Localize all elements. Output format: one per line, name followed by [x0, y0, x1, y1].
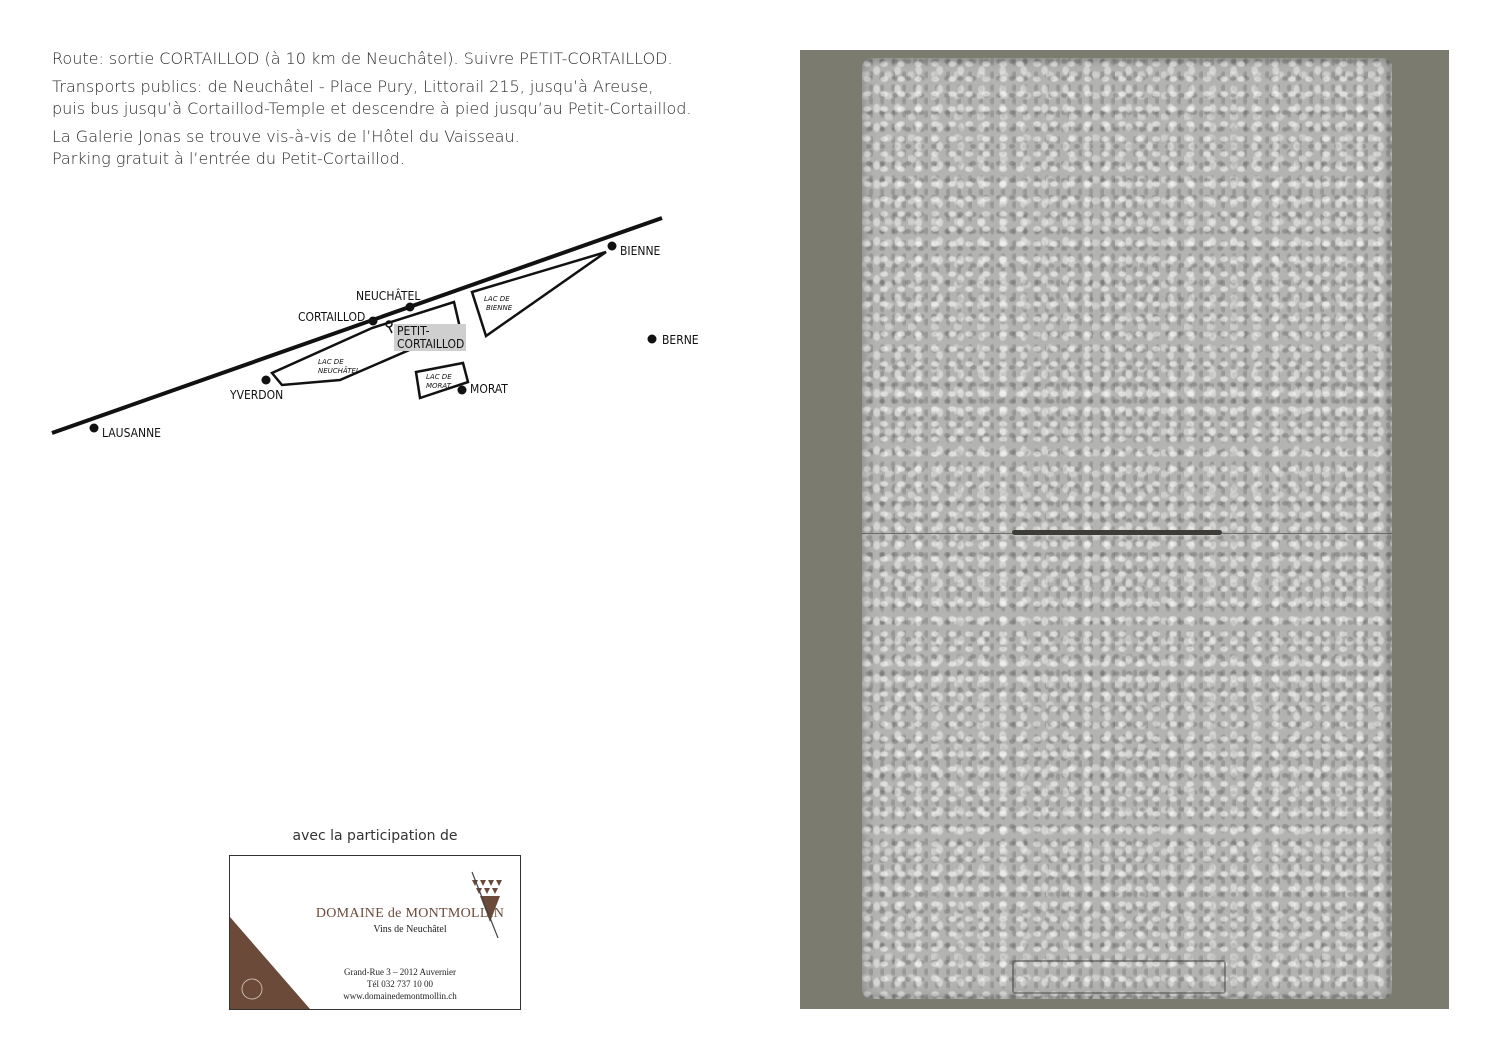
- city-label-neuchatel: NEUCHÂTEL: [356, 289, 421, 303]
- city-dot-lausanne: [90, 424, 99, 433]
- domain-name: DOMAINE de MONTMOLLIN: [315, 906, 505, 921]
- city-dot-yverdon: [262, 376, 271, 385]
- map-svg: [40, 200, 740, 460]
- city-label-bienne: BIENNE: [620, 244, 661, 258]
- lake-label-bienne-1: LAC DE: [484, 295, 510, 303]
- domain-address: Grand-Rue 3 – 2012 Auvernier: [344, 967, 456, 977]
- city-label-lausanne: LAUSANNE: [102, 426, 162, 440]
- route-text: Route: sortie CORTAILLOD (à 10 km de Neuchâtel). Suivre PETIT-CORTAILLOD.: [52, 49, 673, 68]
- gallery-location-text: La Galerie Jonas se trouve vis-à-vis de l’Hôtel du Vaisseau.: [52, 127, 520, 146]
- highway-line: [52, 218, 662, 433]
- city-dot-bienne: [608, 242, 617, 251]
- city-dot-neuchatel: [406, 303, 415, 312]
- city-label-berne: BERNE: [662, 333, 699, 347]
- artwork-slit: [1012, 530, 1222, 535]
- sponsor-card: [229, 855, 521, 1010]
- city-label-morat: MORAT: [470, 382, 508, 396]
- artwork-photo: [800, 50, 1449, 1009]
- lake-label-neuchatel-1: LAC DE: [318, 358, 344, 366]
- domain-contact: [300, 966, 500, 1002]
- transport-line-1: Transports publics: de Neuchâtel - Place Pury, Littorail 215, jusqu’à Areuse,: [52, 77, 654, 96]
- parking-text: Parking gratuit à l’entrée du Petit-Cortaillod.: [52, 149, 405, 168]
- lake-label-neuchatel-2: NEUCHÂTEL: [318, 367, 360, 375]
- domain-phone: Tél 032 737 10 00: [367, 979, 433, 989]
- city-dot-berne: [648, 335, 657, 344]
- city-label-petit-cortaillod-1: PETIT-: [397, 324, 430, 338]
- location-map: [40, 200, 740, 460]
- lake-label-bienne-2: BIENNE: [486, 304, 513, 312]
- gravel-relief-artwork: [862, 58, 1392, 999]
- lake-label-morat-2: MORAT: [426, 382, 451, 390]
- city-label-cortaillod: CORTAILLOD: [298, 310, 366, 324]
- city-dot-cortaillod: [369, 317, 378, 326]
- city-label-petit-cortaillod-2: CORTAILLOD: [397, 337, 465, 351]
- directions-text: [52, 48, 732, 170]
- lake-bienne-shape: [472, 252, 606, 336]
- lake-label-morat-1: LAC DE: [426, 373, 452, 381]
- artwork-bottom-tab: [1012, 960, 1226, 994]
- city-dot-morat: [458, 386, 467, 395]
- domain-subtitle: Vins de Neuchâtel: [373, 924, 447, 935]
- domain-website[interactable]: www.domainedemontmollin.ch: [343, 991, 457, 1001]
- transport-line-2: puis bus jusqu’à Cortaillod-Temple et descendre à pied jusqu’au Petit-Cortaillod.: [52, 99, 692, 118]
- sponsor-caption: avec la participation de: [292, 828, 458, 844]
- card-corner-decoration: [230, 917, 310, 1009]
- city-label-yverdon: YVERDON: [230, 388, 284, 402]
